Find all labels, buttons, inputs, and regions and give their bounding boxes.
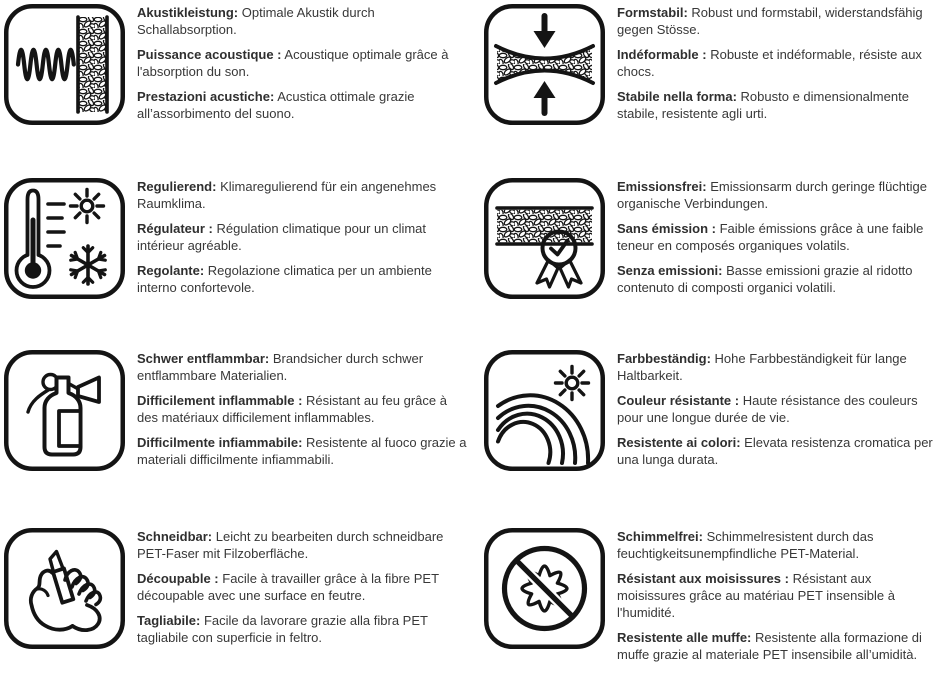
paragraph-de: [137, 178, 468, 212]
label-fr: Découpable :: [137, 571, 219, 586]
desc-it: Resistente alla formazione di muffe grazie al materiale PET insensibile all’umidità.: [617, 630, 922, 662]
paragraph-it: [137, 262, 468, 296]
shape-stability-icon: [484, 4, 605, 125]
desc-fr: Faible émissions grâce à une faible teneur en composés organiques volatils.: [617, 221, 924, 253]
label-de: Formstabil:: [617, 5, 688, 20]
label-de: Akustikleistung:: [137, 5, 239, 20]
cutter-hand-icon: [4, 528, 125, 649]
desc-it: Robusto e dimensionalmente stabile, resistente agli urti.: [617, 89, 909, 121]
feature-text: [137, 350, 468, 476]
desc-fr: Régulation climatique pour un climat intérieur agréable.: [137, 221, 427, 253]
feature-text: [617, 178, 936, 304]
label-it: Difficilmente infiammabile:: [137, 435, 303, 450]
paragraph-de: [617, 4, 936, 38]
label-de: Schimmelfrei:: [617, 529, 703, 544]
feature-text: [137, 528, 468, 654]
label-it: Resistente alle muffe:: [617, 630, 752, 645]
desc-fr: Robuste et indéformable, résiste aux chocs.: [617, 47, 922, 79]
paragraph-it: [137, 434, 468, 468]
desc-de: Schimmelresistent durch das feuchtigkeitsunempfindliche PET-Material.: [617, 529, 874, 561]
feature-text: [137, 4, 468, 130]
desc-de: Klimaregulierend für ein angenehmes Raumklima.: [137, 179, 437, 211]
feature-color-fastness: [484, 350, 936, 476]
label-de: Emissionsfrei:: [617, 179, 707, 194]
desc-it: Facile da lavorare grazie alla fibra PET tagliabile con superficie in feltro.: [137, 613, 428, 645]
feature-text: [617, 350, 936, 476]
sound-absorption-icon: [4, 4, 125, 125]
desc-de: Robust und formstabil, widerstandsfähig gegen Stösse.: [617, 5, 923, 37]
feature-cuttable: [4, 528, 468, 654]
desc-it: Elevata resistenza cromatica per una lunga durata.: [617, 435, 933, 467]
desc-it: Resistente al fuoco grazie a materiali difficilmente infiammabili.: [137, 435, 467, 467]
desc-it: Regolazione climatica per un ambiente interno confortevole.: [137, 263, 432, 295]
label-it: Senza emissioni:: [617, 263, 723, 278]
desc-de: Optimale Akustik durch Schallabsorption.: [137, 5, 375, 37]
label-it: Regolante:: [137, 263, 205, 278]
paragraph-fr: [617, 46, 936, 80]
paragraph-fr: [137, 46, 468, 80]
paragraph-fr: [137, 220, 468, 254]
feature-flame-retardant: [4, 350, 468, 476]
color-fastness-icon: [484, 350, 605, 471]
desc-fr: Acoustique optimale grâce à l'absorption du son.: [137, 47, 449, 79]
paragraph-it: [617, 434, 936, 468]
paragraph-de: [617, 528, 936, 562]
no-mold-icon: [484, 528, 605, 649]
paragraph-de: [137, 4, 468, 38]
desc-it: Acustica ottimale grazie all’assorbimento del suono.: [137, 89, 415, 121]
label-fr: Sans émission :: [617, 221, 716, 236]
desc-it: Basse emissioni grazie al ridotto contenuto di composti organici volatili.: [617, 263, 913, 295]
label-de: Farbbeständig:: [617, 351, 711, 366]
label-fr: Indéformable :: [617, 47, 707, 62]
feature-acoustic: [4, 4, 468, 130]
feature-text: [137, 178, 468, 304]
label-fr: Résistant aux moisissures :: [617, 571, 789, 586]
paragraph-it: [617, 262, 936, 296]
desc-de: Brandsicher durch schwer entflammbare Materialien.: [137, 351, 424, 383]
label-it: Prestazioni acustiche:: [137, 89, 275, 104]
desc-de: Hohe Farbbeständigkeit für lange Haltbarkeit.: [617, 351, 907, 383]
label-fr: Puissance acoustique :: [137, 47, 282, 62]
paragraph-fr: [617, 220, 936, 254]
paragraph-fr: [137, 392, 468, 426]
paragraph-it: [137, 88, 468, 122]
climate-regulation-icon: [4, 178, 125, 299]
feature-emission-free: [484, 178, 936, 304]
label-it: Stabile nella forma:: [617, 89, 737, 104]
paragraph-de: [137, 350, 468, 384]
emission-free-icon: [484, 178, 605, 299]
label-it: Tagliabile:: [137, 613, 201, 628]
label-de: Schneidbar:: [137, 529, 213, 544]
label-de: Regulierend:: [137, 179, 217, 194]
feature-climate-regulation: [4, 178, 468, 304]
paragraph-fr: [617, 570, 936, 621]
desc-de: Emissionsarm durch geringe flüchtige organische Verbindungen.: [617, 179, 927, 211]
desc-de: Leicht zu bearbeiten durch schneidbare PET-Faser mit Filzoberfläche.: [137, 529, 444, 561]
label-de: Schwer entflammbar:: [137, 351, 270, 366]
fire-extinguisher-icon: [4, 350, 125, 471]
feature-text: [617, 4, 936, 130]
desc-fr: Haute résistance des couleurs pour une longue durée de vie.: [617, 393, 918, 425]
paragraph-fr: [137, 570, 468, 604]
paragraph-fr: [617, 392, 936, 426]
paragraph-de: [617, 178, 936, 212]
paragraph-it: [137, 612, 468, 646]
desc-fr: Résistant au feu grâce à des matériaux difficilement inflammables.: [137, 393, 447, 425]
desc-fr: Résistant aux moisissures grâce au matériau PET insensible à l'humidité.: [617, 571, 895, 620]
feature-text: [617, 528, 936, 671]
label-fr: Difficilement inflammable :: [137, 393, 303, 408]
paragraph-de: [617, 350, 936, 384]
paragraph-it: [617, 629, 936, 663]
feature-shape-stability: [484, 4, 936, 130]
label-fr: Couleur résistante :: [617, 393, 740, 408]
paragraph-it: [617, 88, 936, 122]
label-fr: Régulateur :: [137, 221, 213, 236]
desc-fr: Facile à travailler grâce à la fibre PET découpable avec une surface en feutre.: [137, 571, 439, 603]
paragraph-de: [137, 528, 468, 562]
feature-mold-free: [484, 528, 936, 671]
label-it: Resistente ai colori:: [617, 435, 741, 450]
